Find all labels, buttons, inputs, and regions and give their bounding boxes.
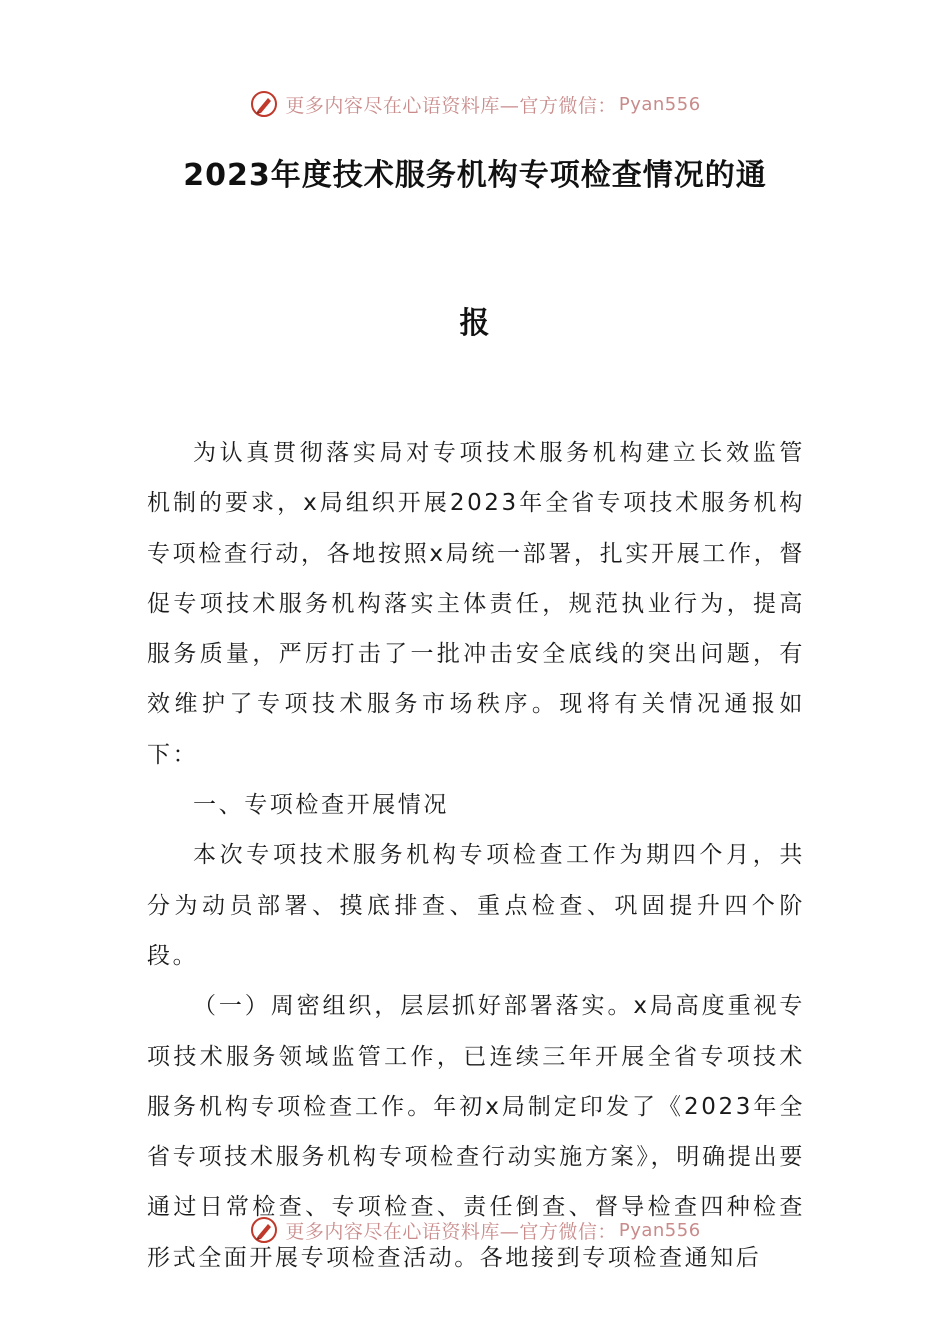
paragraph-intro: 为认真贯彻落实局对专项技术服务机构建立长效监管机制的要求，x局组织开展2023年全省专项技术服务机构专项检查行动，各地按照x局统一部署，扎实开展工作，督促专项技术服务机构落实主体责任，规范执业行为，提高服务质量，严厉打击了一批冲击安全底线的突出问题，有效维护了专项技术服务市场秩序。现将有关情况通报如下：: [147, 440, 805, 768]
document-body: [147, 428, 805, 1283]
watermark-text: 更多内容尽在心语资料库—官方微信：: [285, 1220, 617, 1243]
paragraph-subsection-1: （一）周密组织，层层抓好部署落实。x局高度重视专项技术服务领域监管工作，已连续三年开展全省专项技术服务机构专项检查工作。年初x局制定印发了《2023年全省专项技术服务机构专项检查行动实施方案》，明确提出要通过日常检查、专项检查、责任倒查、督导检查四种检查形式全面开展专项检查活动。各地接到专项检查通知后: [147, 993, 805, 1271]
paragraph-overview: 本次专项技术服务机构专项检查工作为期四个月，共分为动员部署、摸底排查、重点检查、巩固提升四个阶段。: [147, 842, 805, 969]
watermark-text: 更多内容尽在心语资料库—官方微信：: [285, 94, 617, 117]
watermark-id: Pyan556: [618, 1219, 701, 1241]
pen-logo-icon: [249, 89, 279, 119]
document-title-line2: 报: [459, 306, 491, 341]
section-heading-1: 一、专项检查开展情况: [193, 792, 449, 819]
watermark-id: Pyan556: [618, 93, 701, 115]
pen-logo-icon: [249, 1215, 279, 1245]
document-title-line1: 2023年度技术服务机构专项检查情况的通: [183, 158, 767, 193]
watermark-footer: [0, 1210, 950, 1250]
watermark-header: [0, 84, 950, 124]
